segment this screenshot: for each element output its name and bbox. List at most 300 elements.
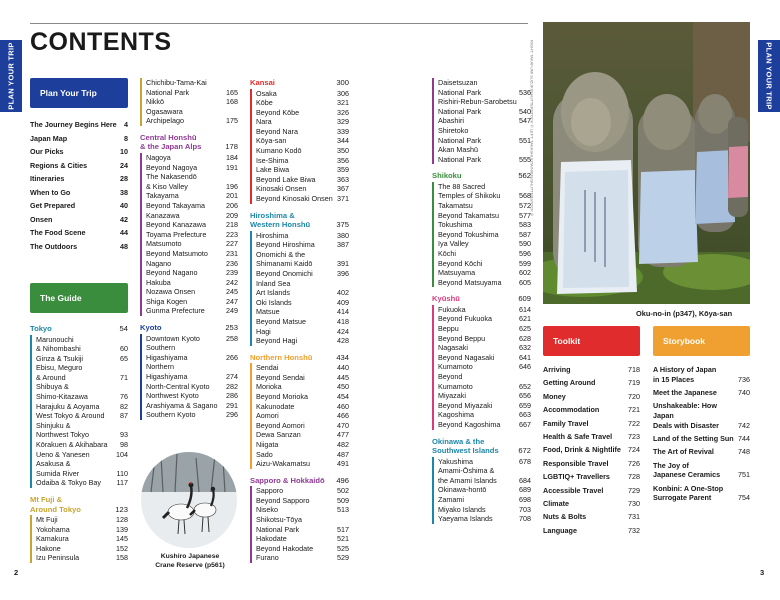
toc-entry-page: 236 bbox=[226, 258, 238, 268]
storybook-item[interactable] bbox=[653, 461, 750, 480]
toolkit-item[interactable] bbox=[543, 445, 640, 455]
toc-entry[interactable] bbox=[256, 89, 349, 99]
plan-item[interactable] bbox=[30, 199, 128, 213]
plan-item[interactable] bbox=[30, 159, 128, 173]
toolkit-item-title: Language bbox=[543, 525, 577, 535]
toc-entry[interactable] bbox=[256, 175, 349, 185]
toc-entry-title: Beyond Fukuoka bbox=[438, 314, 492, 324]
toc-entry[interactable] bbox=[256, 194, 349, 204]
toc-entry[interactable] bbox=[256, 146, 349, 156]
toc-entry-page: 266 bbox=[226, 352, 238, 362]
toc-entry[interactable] bbox=[256, 250, 349, 269]
toc-entry[interactable] bbox=[256, 165, 349, 175]
toc-entry[interactable] bbox=[256, 459, 349, 469]
toc-entry[interactable] bbox=[36, 515, 128, 525]
toc-entry-page: 402 bbox=[337, 288, 349, 298]
toc-entry-page: 689 bbox=[519, 485, 531, 495]
toc-entry-title: Beyond Kumamoto bbox=[438, 372, 473, 391]
toc-entry-title: Beyond Kōchi bbox=[438, 258, 483, 268]
plan-item-title: Japan Map bbox=[30, 133, 68, 143]
toc-entry-title: Amami-Ōshima & the Amami Islands bbox=[438, 466, 497, 485]
toc-entry-title: Downtown Kyoto bbox=[146, 333, 200, 343]
toc-entry[interactable] bbox=[438, 324, 531, 334]
toc-entry-title: Beyond Lake Biwa bbox=[256, 174, 316, 184]
toc-entry-title: Kumano Kodō bbox=[256, 146, 302, 156]
section-heading bbox=[250, 211, 349, 230]
toolkit-item-page: 724 bbox=[628, 445, 640, 455]
toc-entry-title: Southern Higashiyama bbox=[146, 343, 188, 362]
toc-entry-page: 71 bbox=[120, 372, 128, 382]
toc-entry[interactable] bbox=[36, 525, 128, 535]
toolkit-item-title: Responsible Travel bbox=[543, 458, 609, 468]
toc-entry-page: 470 bbox=[337, 420, 349, 430]
toc-entry[interactable] bbox=[438, 97, 531, 116]
toc-entry[interactable] bbox=[36, 459, 128, 478]
toc-entry-title: Aizu-Wakamatsu bbox=[256, 459, 311, 469]
toc-entry[interactable] bbox=[256, 553, 349, 563]
toc-entry[interactable] bbox=[438, 343, 531, 353]
guide-column-3 bbox=[250, 78, 349, 570]
toc-entry[interactable] bbox=[36, 421, 128, 440]
toc-entry-title: Marunouchi & Nihombashi bbox=[36, 334, 81, 354]
section-heading bbox=[250, 78, 349, 88]
toc-entry[interactable] bbox=[146, 343, 238, 362]
toc-entry[interactable] bbox=[438, 401, 531, 411]
toc-entry-title: Akan Mashū National Park bbox=[438, 145, 482, 164]
toc-entry[interactable] bbox=[438, 182, 531, 201]
toc-entry-page: 628 bbox=[519, 333, 531, 343]
toc-entry[interactable] bbox=[256, 269, 349, 279]
toolkit-item[interactable] bbox=[543, 499, 640, 509]
toc-entry[interactable] bbox=[256, 363, 349, 373]
toc-entry[interactable] bbox=[438, 116, 531, 126]
toc-entry[interactable] bbox=[438, 305, 531, 315]
toc-entry[interactable] bbox=[438, 126, 531, 145]
toc-entry[interactable] bbox=[438, 259, 531, 269]
toc-entry-page: 708 bbox=[519, 514, 531, 524]
side-tab-left-label: PLAN YOUR TRIP bbox=[6, 42, 16, 110]
toc-entry-title: Nagasaki bbox=[438, 343, 468, 353]
toolkit-item[interactable] bbox=[543, 392, 640, 402]
toc-entry[interactable] bbox=[438, 505, 531, 515]
toolkit-item[interactable] bbox=[543, 459, 640, 469]
toc-entry-title: Okinawa-hontō bbox=[438, 485, 487, 495]
toc-entry-title: Zamami bbox=[438, 494, 464, 504]
plan-item-page: 42 bbox=[120, 214, 128, 224]
toc-entry[interactable] bbox=[36, 354, 128, 364]
toc-entry[interactable] bbox=[438, 220, 531, 230]
toc-entry-title: Onomichi & the Shimanami Kaidō bbox=[256, 249, 313, 269]
toc-entry-title: Daisetsuzan National Park bbox=[438, 78, 482, 97]
toc-entry[interactable] bbox=[256, 430, 349, 440]
toc-entry-title: Niseko bbox=[256, 505, 278, 515]
toc-entry-page: 466 bbox=[337, 411, 349, 421]
toc-entry-page: 350 bbox=[337, 146, 349, 156]
toc-entry-page: 605 bbox=[519, 277, 531, 287]
plan-item-title: Onsen bbox=[30, 214, 53, 224]
toc-entry[interactable] bbox=[256, 382, 349, 392]
side-tab-right-label: PLAN YOUR TRIP bbox=[764, 42, 774, 110]
section-entries bbox=[30, 335, 128, 489]
toc-entry[interactable] bbox=[36, 335, 128, 354]
storybook-item-title: The Art of Revival bbox=[653, 447, 714, 457]
toc-entry-page: 487 bbox=[337, 449, 349, 459]
toc-entry[interactable] bbox=[256, 108, 349, 118]
toc-entry[interactable] bbox=[438, 78, 531, 97]
toc-entry[interactable] bbox=[256, 298, 349, 308]
toc-entry-page: 175 bbox=[226, 116, 238, 126]
toc-entry[interactable] bbox=[36, 544, 128, 554]
toc-entry-page: 632 bbox=[519, 343, 531, 353]
toc-entry-page: 703 bbox=[519, 504, 531, 514]
toc-entry[interactable] bbox=[438, 514, 531, 524]
plan-item[interactable] bbox=[30, 240, 128, 254]
plan-item[interactable] bbox=[30, 118, 128, 132]
toc-entry[interactable] bbox=[146, 239, 238, 249]
toc-entry[interactable] bbox=[36, 382, 128, 401]
toc-entry-title: Hagi bbox=[256, 326, 271, 336]
toc-entry[interactable] bbox=[146, 249, 238, 259]
section-entries bbox=[432, 78, 531, 164]
toolkit-item[interactable] bbox=[543, 472, 640, 482]
toc-entry[interactable] bbox=[256, 544, 349, 554]
toolkit-item-title: Accommodation bbox=[543, 405, 600, 415]
section-page: 496 bbox=[336, 475, 349, 485]
plan-item-title: The Food Scene bbox=[30, 228, 86, 237]
toc-entry-page: 110 bbox=[116, 468, 128, 478]
toc-entry[interactable] bbox=[146, 410, 238, 420]
toc-entry-page: 450 bbox=[337, 382, 349, 392]
section-entries bbox=[140, 334, 238, 420]
toc-entry[interactable] bbox=[438, 239, 531, 249]
plan-item[interactable] bbox=[30, 213, 128, 227]
section-title: Mt Fuji & Around Tokyo bbox=[30, 495, 81, 514]
section-page: 253 bbox=[225, 323, 238, 333]
toc-entry[interactable] bbox=[256, 496, 349, 506]
toc-entry[interactable] bbox=[146, 97, 238, 107]
toc-entry-title: Kakunodate bbox=[256, 401, 295, 411]
toolkit-item[interactable] bbox=[543, 526, 640, 536]
toc-entry-page: 698 bbox=[519, 494, 531, 504]
storybook-item-title: The Joy of Japanese Ceramics bbox=[653, 460, 721, 480]
toc-entry[interactable] bbox=[256, 117, 349, 127]
toolkit-item-title: Health & Safe Travel bbox=[543, 431, 613, 441]
page-number-right: 3 bbox=[760, 568, 765, 577]
toc-entry-title: Toyama Prefecture bbox=[146, 229, 207, 239]
toc-entry[interactable] bbox=[146, 268, 238, 278]
plan-item[interactable] bbox=[30, 172, 128, 186]
toc-entry[interactable] bbox=[438, 466, 531, 485]
section-page: 178 bbox=[225, 142, 238, 152]
toc-entry-title: Tokushima bbox=[438, 220, 473, 230]
toc-entry[interactable] bbox=[256, 336, 349, 346]
toc-entry[interactable] bbox=[256, 279, 349, 298]
toolkit-item[interactable] bbox=[543, 432, 640, 442]
toc-entry[interactable] bbox=[438, 334, 531, 344]
toc-entry-page: 344 bbox=[337, 136, 349, 146]
toc-entry[interactable] bbox=[438, 485, 531, 495]
toc-entry[interactable] bbox=[146, 287, 238, 297]
toc-entry-page: 599 bbox=[519, 258, 531, 268]
toc-entry[interactable] bbox=[36, 553, 128, 563]
toc-entry[interactable] bbox=[438, 391, 531, 401]
section-entries bbox=[250, 486, 349, 563]
toc-entry-page: 117 bbox=[116, 478, 128, 488]
storybook-item[interactable] bbox=[653, 401, 750, 430]
toc-entry[interactable] bbox=[146, 107, 238, 126]
toc-entry-page: 339 bbox=[337, 126, 349, 136]
toc-entry-page: 414 bbox=[337, 307, 349, 317]
toc-entry-page: 239 bbox=[226, 268, 238, 278]
toc-entry-title: Beyond Nagano bbox=[146, 268, 198, 278]
toc-entry-page: 296 bbox=[226, 410, 238, 420]
toc-entry-title: Harajuku & Aoyama bbox=[36, 401, 100, 411]
toc-entry-page: 517 bbox=[337, 524, 349, 534]
toc-entry[interactable] bbox=[256, 534, 349, 544]
toc-entry-title: Nikkō bbox=[146, 97, 164, 107]
toc-entry[interactable] bbox=[36, 402, 128, 412]
plan-item-page: 38 bbox=[120, 187, 128, 197]
toc-entry-page: 249 bbox=[226, 306, 238, 316]
toc-entry[interactable] bbox=[36, 534, 128, 544]
toc-entry[interactable] bbox=[256, 127, 349, 137]
toc-entry-page: 445 bbox=[337, 372, 349, 382]
toc-entry[interactable] bbox=[146, 362, 238, 381]
toc-entry-page: 555 bbox=[519, 154, 531, 164]
toc-entry-page: 326 bbox=[337, 107, 349, 117]
plan-item[interactable] bbox=[30, 186, 128, 200]
toc-entry[interactable] bbox=[36, 411, 128, 421]
toolkit-item[interactable] bbox=[543, 512, 640, 522]
toc-entry[interactable] bbox=[146, 220, 238, 230]
section-page: 375 bbox=[336, 220, 349, 230]
storybook-item[interactable] bbox=[653, 447, 750, 457]
toc-entry-title: Lake Biwa bbox=[256, 165, 290, 175]
toc-entry-page: 242 bbox=[226, 277, 238, 287]
toc-entry[interactable] bbox=[438, 314, 531, 324]
toc-entry[interactable] bbox=[146, 297, 238, 307]
toc-entry-page: 396 bbox=[337, 269, 349, 278]
toc-entry[interactable] bbox=[438, 353, 531, 363]
toolkit-item-title: Money bbox=[543, 391, 566, 401]
toc-entry[interactable] bbox=[438, 230, 531, 240]
toolkit-item-title: LGBTIQ+ Travellers bbox=[543, 472, 610, 482]
toc-entry[interactable] bbox=[438, 268, 531, 278]
toc-entry[interactable] bbox=[146, 306, 238, 316]
toc-entry[interactable] bbox=[256, 392, 349, 402]
toc-entry[interactable] bbox=[36, 440, 128, 450]
plan-item[interactable] bbox=[30, 226, 128, 240]
toc-entry[interactable] bbox=[146, 230, 238, 240]
toc-entry[interactable] bbox=[146, 201, 238, 211]
toc-entry-page: 152 bbox=[116, 543, 128, 553]
plan-item[interactable] bbox=[30, 132, 128, 146]
toc-entry-page: 184 bbox=[226, 152, 238, 162]
toc-entry-title: Ebisu, Meguro & Around bbox=[36, 363, 83, 382]
toc-entry-title: Fukuoka bbox=[438, 304, 466, 314]
toc-entry-title: Kōya-san bbox=[256, 136, 287, 146]
toc-entry-title: Beyond Matsue bbox=[256, 316, 306, 326]
toc-entry[interactable] bbox=[256, 136, 349, 146]
storybook-item-title: Unshakeable: How Japan Deals with Disaster bbox=[653, 401, 719, 430]
toc-entry[interactable] bbox=[438, 410, 531, 420]
toc-entry[interactable] bbox=[146, 259, 238, 269]
toc-entry-page: 128 bbox=[116, 515, 128, 524]
toc-entry-title: Beyond Nagoya bbox=[146, 162, 198, 172]
toc-entry[interactable] bbox=[256, 486, 349, 496]
toc-entry[interactable] bbox=[36, 478, 128, 488]
toc-entry[interactable] bbox=[36, 450, 128, 460]
toc-entry[interactable] bbox=[146, 278, 238, 288]
guide-column-2 bbox=[140, 78, 238, 427]
toc-entry[interactable] bbox=[256, 327, 349, 337]
plan-item-page: 8 bbox=[124, 133, 128, 143]
toc-entry-page: 356 bbox=[337, 155, 349, 165]
toc-entry[interactable] bbox=[438, 495, 531, 505]
toc-entry[interactable] bbox=[36, 363, 128, 382]
toc-entry-page: 454 bbox=[337, 392, 349, 402]
section-title: Shikoku bbox=[432, 171, 462, 181]
toc-entry-page: 329 bbox=[337, 117, 349, 127]
toc-entry-page: 145 bbox=[116, 534, 128, 544]
toc-entry[interactable] bbox=[256, 317, 349, 327]
toc-entry-title: Beyond Takamatsu bbox=[438, 210, 499, 220]
toc-entry[interactable] bbox=[438, 211, 531, 221]
toc-entry[interactable] bbox=[256, 440, 349, 450]
toc-entry-page: 98 bbox=[120, 440, 128, 450]
storybook-item[interactable] bbox=[653, 434, 750, 444]
toc-entry-title: Beyond Hiroshima bbox=[256, 240, 315, 250]
toolkit-item[interactable] bbox=[543, 365, 640, 375]
toc-entry[interactable] bbox=[256, 98, 349, 108]
toc-entry-title: The 88 Sacred Temples of Shikoku bbox=[438, 181, 501, 201]
toolkit-item-page: 731 bbox=[628, 512, 640, 522]
storybook-item[interactable] bbox=[653, 484, 750, 503]
plan-your-trip-heading: Plan Your Trip bbox=[30, 78, 128, 108]
toc-entry[interactable] bbox=[256, 156, 349, 166]
toc-entry[interactable] bbox=[256, 450, 349, 460]
toc-entry[interactable] bbox=[146, 78, 238, 97]
toc-entry-page: 359 bbox=[337, 165, 349, 175]
toc-entry[interactable] bbox=[256, 421, 349, 431]
toc-entry[interactable] bbox=[146, 334, 238, 344]
toc-entry[interactable] bbox=[438, 362, 531, 372]
toc-entry[interactable] bbox=[146, 211, 238, 221]
toc-entry[interactable] bbox=[256, 307, 349, 317]
toc-entry[interactable] bbox=[438, 249, 531, 259]
toc-entry[interactable] bbox=[438, 145, 531, 164]
storybook-item-page: 740 bbox=[738, 387, 750, 397]
toolkit-item-title: Nuts & Bolts bbox=[543, 512, 587, 522]
toc-entry[interactable] bbox=[146, 401, 238, 411]
plan-item[interactable] bbox=[30, 145, 128, 159]
toc-entry-title: Yaeyama Islands bbox=[438, 514, 493, 524]
toc-entry-page: 65 bbox=[120, 353, 128, 363]
toc-entry-page: 460 bbox=[337, 401, 349, 411]
toc-entry[interactable] bbox=[256, 240, 349, 250]
toc-entry[interactable] bbox=[146, 191, 238, 201]
toc-entry[interactable] bbox=[256, 411, 349, 421]
section-page: 672 bbox=[518, 446, 531, 456]
section-entries bbox=[432, 305, 531, 430]
toc-entry-page: 231 bbox=[226, 248, 238, 258]
toolkit-item-title: Family Travel bbox=[543, 418, 589, 428]
toc-entry-title: Aomori bbox=[256, 411, 279, 421]
toc-entry[interactable] bbox=[146, 391, 238, 401]
toc-entry-page: 424 bbox=[337, 326, 349, 336]
plan-item-title: The Outdoors bbox=[30, 241, 78, 251]
toc-entry-page: 286 bbox=[226, 391, 238, 401]
toc-entry[interactable] bbox=[256, 515, 349, 534]
toc-entry-title: Beyond Sapporo bbox=[256, 495, 310, 505]
oku-no-in-photo bbox=[543, 22, 750, 304]
toc-entry[interactable] bbox=[256, 373, 349, 383]
toc-entry[interactable] bbox=[146, 382, 238, 392]
toc-entry[interactable] bbox=[256, 402, 349, 412]
toc-entry-title: Beyond Matsuyama bbox=[438, 277, 502, 287]
toc-entry[interactable] bbox=[256, 505, 349, 515]
toc-entry-page: 536 bbox=[519, 87, 531, 97]
plan-item-title: Get Prepared bbox=[30, 201, 76, 210]
toc-entry-page: 139 bbox=[116, 524, 128, 534]
toc-entry-page: 551 bbox=[519, 135, 531, 145]
toc-entry-title: Beppu bbox=[438, 324, 459, 334]
section-heading bbox=[250, 476, 349, 486]
section-page: 434 bbox=[336, 352, 349, 362]
toolkit-item-page: 726 bbox=[628, 458, 640, 468]
toc-entry[interactable] bbox=[256, 184, 349, 194]
section-heading bbox=[30, 495, 128, 514]
toc-entry-title: Ueno & Yanesen bbox=[36, 449, 90, 459]
toolkit-item[interactable] bbox=[543, 486, 640, 496]
toolkit-item[interactable] bbox=[543, 405, 640, 415]
toc-entry[interactable] bbox=[146, 172, 238, 191]
toc-entry-title: Nagano bbox=[146, 258, 172, 268]
toc-entry[interactable] bbox=[438, 201, 531, 211]
section-entries bbox=[30, 515, 128, 563]
toc-entry[interactable] bbox=[438, 420, 531, 430]
toc-entry-title: Inland Sea Art Islands bbox=[256, 278, 291, 298]
storybook-item[interactable] bbox=[653, 365, 750, 384]
toc-entry-page: 509 bbox=[337, 495, 349, 505]
toc-entry[interactable] bbox=[438, 278, 531, 288]
section-entries bbox=[140, 153, 238, 316]
toc-entry[interactable] bbox=[438, 372, 531, 391]
section-entries bbox=[250, 89, 349, 204]
side-tab-left bbox=[0, 40, 22, 112]
toc-entry-title: Beyond Nara bbox=[256, 126, 298, 136]
toolkit-item[interactable] bbox=[543, 419, 640, 429]
toc-entry[interactable] bbox=[146, 163, 238, 173]
toolkit-item-page: 722 bbox=[628, 418, 640, 428]
toc-entry[interactable] bbox=[438, 457, 531, 467]
plan-item-title: Regions & Cities bbox=[30, 160, 88, 170]
toc-entry[interactable] bbox=[256, 231, 349, 241]
toc-entry[interactable] bbox=[146, 153, 238, 163]
toc-entry-page: 409 bbox=[337, 297, 349, 307]
toolkit-heading: Toolkit bbox=[543, 326, 640, 356]
toolkit-item[interactable] bbox=[543, 378, 640, 388]
toc-entry-title: Beyond Kōbe bbox=[256, 107, 300, 117]
toc-entry-title: Beyond Sendai bbox=[256, 372, 305, 382]
toc-entry-title: Asakusa & Sumida River bbox=[36, 459, 80, 478]
toc-entry-page: 165 bbox=[226, 87, 238, 97]
toolkit-item-title: Getting Around bbox=[543, 378, 596, 388]
storybook-item[interactable] bbox=[653, 388, 750, 398]
toc-entry-title: Ginza & Tsukiji bbox=[36, 353, 84, 363]
toc-entry-page: 363 bbox=[337, 174, 349, 184]
toc-entry-title: Shibuya & Shimo-Kitazawa bbox=[36, 382, 88, 402]
